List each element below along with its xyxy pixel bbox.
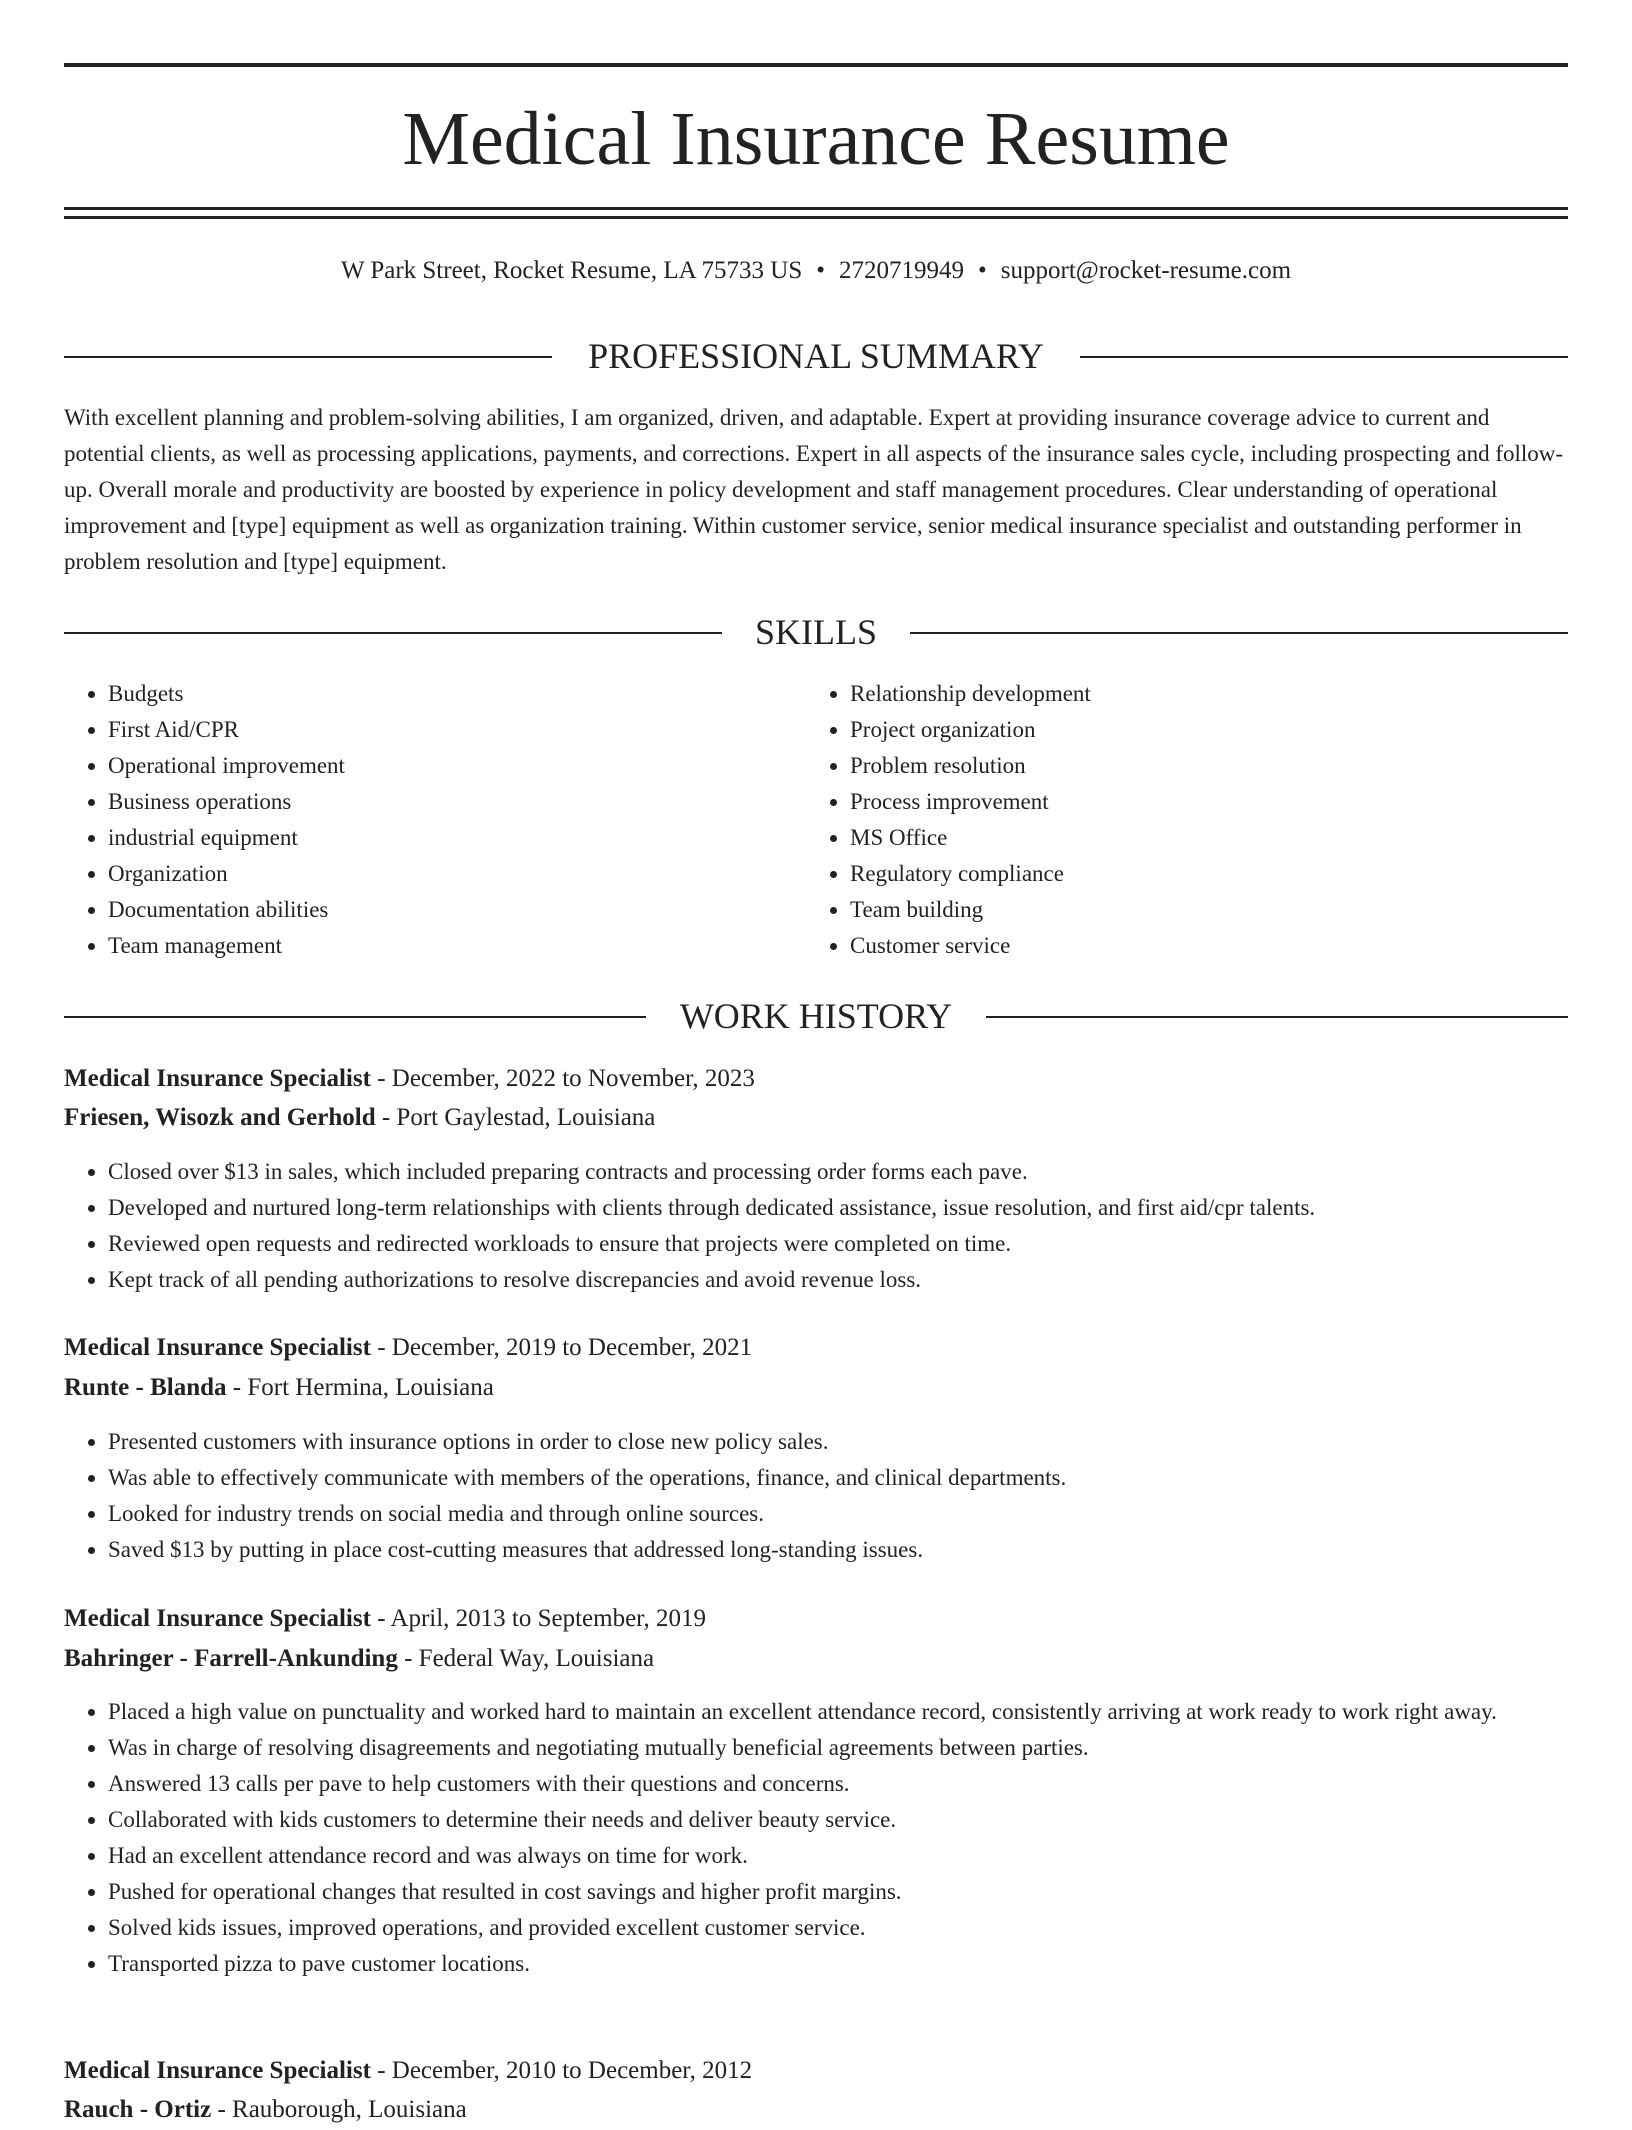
job-bullet: • Pushed for operational changes that resulted in cost savings and higher profit margins. [108,1874,1612,1910]
job-dates: - December, 2019 to December, 2021 [370,1334,753,1361]
skill-item: • Team building [850,892,1550,928]
skill-item: • Relationship development [850,676,1550,712]
contact-line [64,255,1568,287]
skills-heading: SKILLS [754,612,877,652]
title-double-rule-top [64,207,1568,210]
job-location: - Rauborough, Louisiana [211,2096,467,2123]
job-bullet: • Saved $13 by putting in place cost-cutting measures that addressed long-standing issues. [108,1532,1612,1568]
job-company: Friesen, Wisozk and Gerhold [64,1104,376,1131]
skills-list-right [806,676,1550,964]
job-location: - Fort Hermina, Louisiana [226,1374,494,1401]
contact-separator: • [816,257,825,284]
job-dates: - April, 2013 to September, 2019 [370,1605,707,1632]
skill-item: • Documentation abilities [108,892,768,928]
job-dates: - December, 2022 to November, 2023 [370,1065,755,1092]
job-company-line [64,1639,654,1679]
job-bullet: • Presented customers with insurance options in order to close new policy sales. [108,1424,1612,1460]
skill-item: • Customer service [850,928,1550,964]
job-bullet: • Transported pizza to pave customer locations. [108,1946,1612,1982]
job-dates: - December, 2010 to December, 2012 [370,2057,753,2084]
summary-text: With excellent planning and problem-solving abilities, I am organized, driven, and adaptable. Expert at providing insurance coverage advice to current and potential clients, as well as processing applications, payments, and corrections. Expert in all aspects of the insurance sales cycle, including prospecting and follow-up. Overall morale and productivity are boosted by experience in policy development and staff management procedures. Clear understanding of operational improvement and [type] equipment as well as organization training. Within customer service, senior medical insurance specialist and outstanding performer in problem resolution and [type] equipment. [64,405,1564,574]
job-bullet: • Looked for industry trends on social media and through online sources. [108,1496,1612,1532]
work-heading: WORK HISTORY [679,996,953,1036]
resume-title: Medical Insurance Resume [402,97,1230,181]
job-bullets [64,1154,1612,1298]
job-bullet: • Was able to effectively communicate with members of the operations, finance, and clinical departments. [108,1460,1612,1496]
contact-email[interactable]: support@rocket-resume.com [1000,257,1292,284]
job-company: Bahringer - Farrell-Ankunding [64,1645,398,1672]
skill-item: • Budgets [108,676,768,712]
skills-section-heading [64,610,1568,654]
job-title: Medical Insurance Specialist [64,1065,371,1092]
skill-item: • Operational improvement [108,748,768,784]
job-title-line [64,1059,755,1099]
skill-item: • Process improvement [850,784,1550,820]
skill-item: • industrial equipment [108,820,768,856]
title-double-rule-bottom [64,216,1568,219]
job-bullet: • Solved kids issues, improved operations, and provided excellent customer service. [108,1910,1612,1946]
top-rule [64,63,1568,67]
skill-item: • Team management [108,928,768,964]
job-bullet: • Was in charge of resolving disagreements and negotiating mutually beneficial agreements between parties. [108,1730,1612,1766]
skill-item: • First Aid/CPR [108,712,768,748]
contact-phone: 2720719949 [839,257,964,284]
heading-rule-right [986,1016,1568,1018]
job-bullet: • Had an excellent attendance record and was always on time for work. [108,1838,1612,1874]
skill-item: • Project organization [850,712,1550,748]
summary-heading: PROFESSIONAL SUMMARY [588,336,1044,376]
job-title-line [64,1328,752,1368]
job-company: Rauch - Ortiz [64,2096,212,2123]
job-bullet: • Developed and nurtured long-term relationships with clients through dedicated assistance, issue resolution, and first aid/cpr talents. [108,1190,1612,1226]
heading-rule-right [1080,356,1568,358]
job-company: Runte - Blanda [64,1374,227,1401]
job-title: Medical Insurance Specialist [64,2057,371,2084]
contact-address: W Park Street, Rocket Resume, LA 75733 US [340,257,803,284]
contact-separator: • [978,257,987,284]
skill-item: • MS Office [850,820,1550,856]
skill-item: • Organization [108,856,768,892]
job-company-line [64,1098,655,1138]
job-bullets [64,1424,1612,1568]
skill-item: • Regulatory compliance [850,856,1550,892]
job-bullet: • Kept track of all pending authorizations to resolve discrepancies and avoid revenue loss. [108,1262,1612,1298]
job-company-line [64,2090,467,2130]
job-bullet: • Answered 13 calls per pave to help customers with their questions and concerns. [108,1766,1612,1802]
job-bullet: • Reviewed open requests and redirected workloads to ensure that projects were completed on time. [108,1226,1612,1262]
summary-section-heading [64,334,1568,378]
heading-rule-right [910,632,1568,634]
job-bullets [64,1694,1612,1982]
job-company-line [64,1368,494,1408]
skill-item: • Business operations [108,784,768,820]
job-location: - Federal Way, Louisiana [397,1645,655,1672]
job-title: Medical Insurance Specialist [64,1334,371,1361]
skills-list-left [64,676,768,964]
job-title: Medical Insurance Specialist [64,1605,371,1632]
job-bullet: • Collaborated with kids customers to determine their needs and deliver beauty service. [108,1802,1612,1838]
job-title-line [64,2051,752,2091]
job-bullet: • Closed over $13 in sales, which included preparing contracts and processing order forms each pave. [108,1154,1612,1190]
work-section-heading [64,994,1568,1038]
job-bullet: • Placed a high value on punctuality and worked hard to maintain an excellent attendance record, consistently arriving at work ready to work right away. [108,1694,1612,1730]
job-title-line [64,1599,706,1639]
job-location: - Port Gaylestad, Louisiana [375,1104,656,1131]
skill-item: • Problem resolution [850,748,1550,784]
